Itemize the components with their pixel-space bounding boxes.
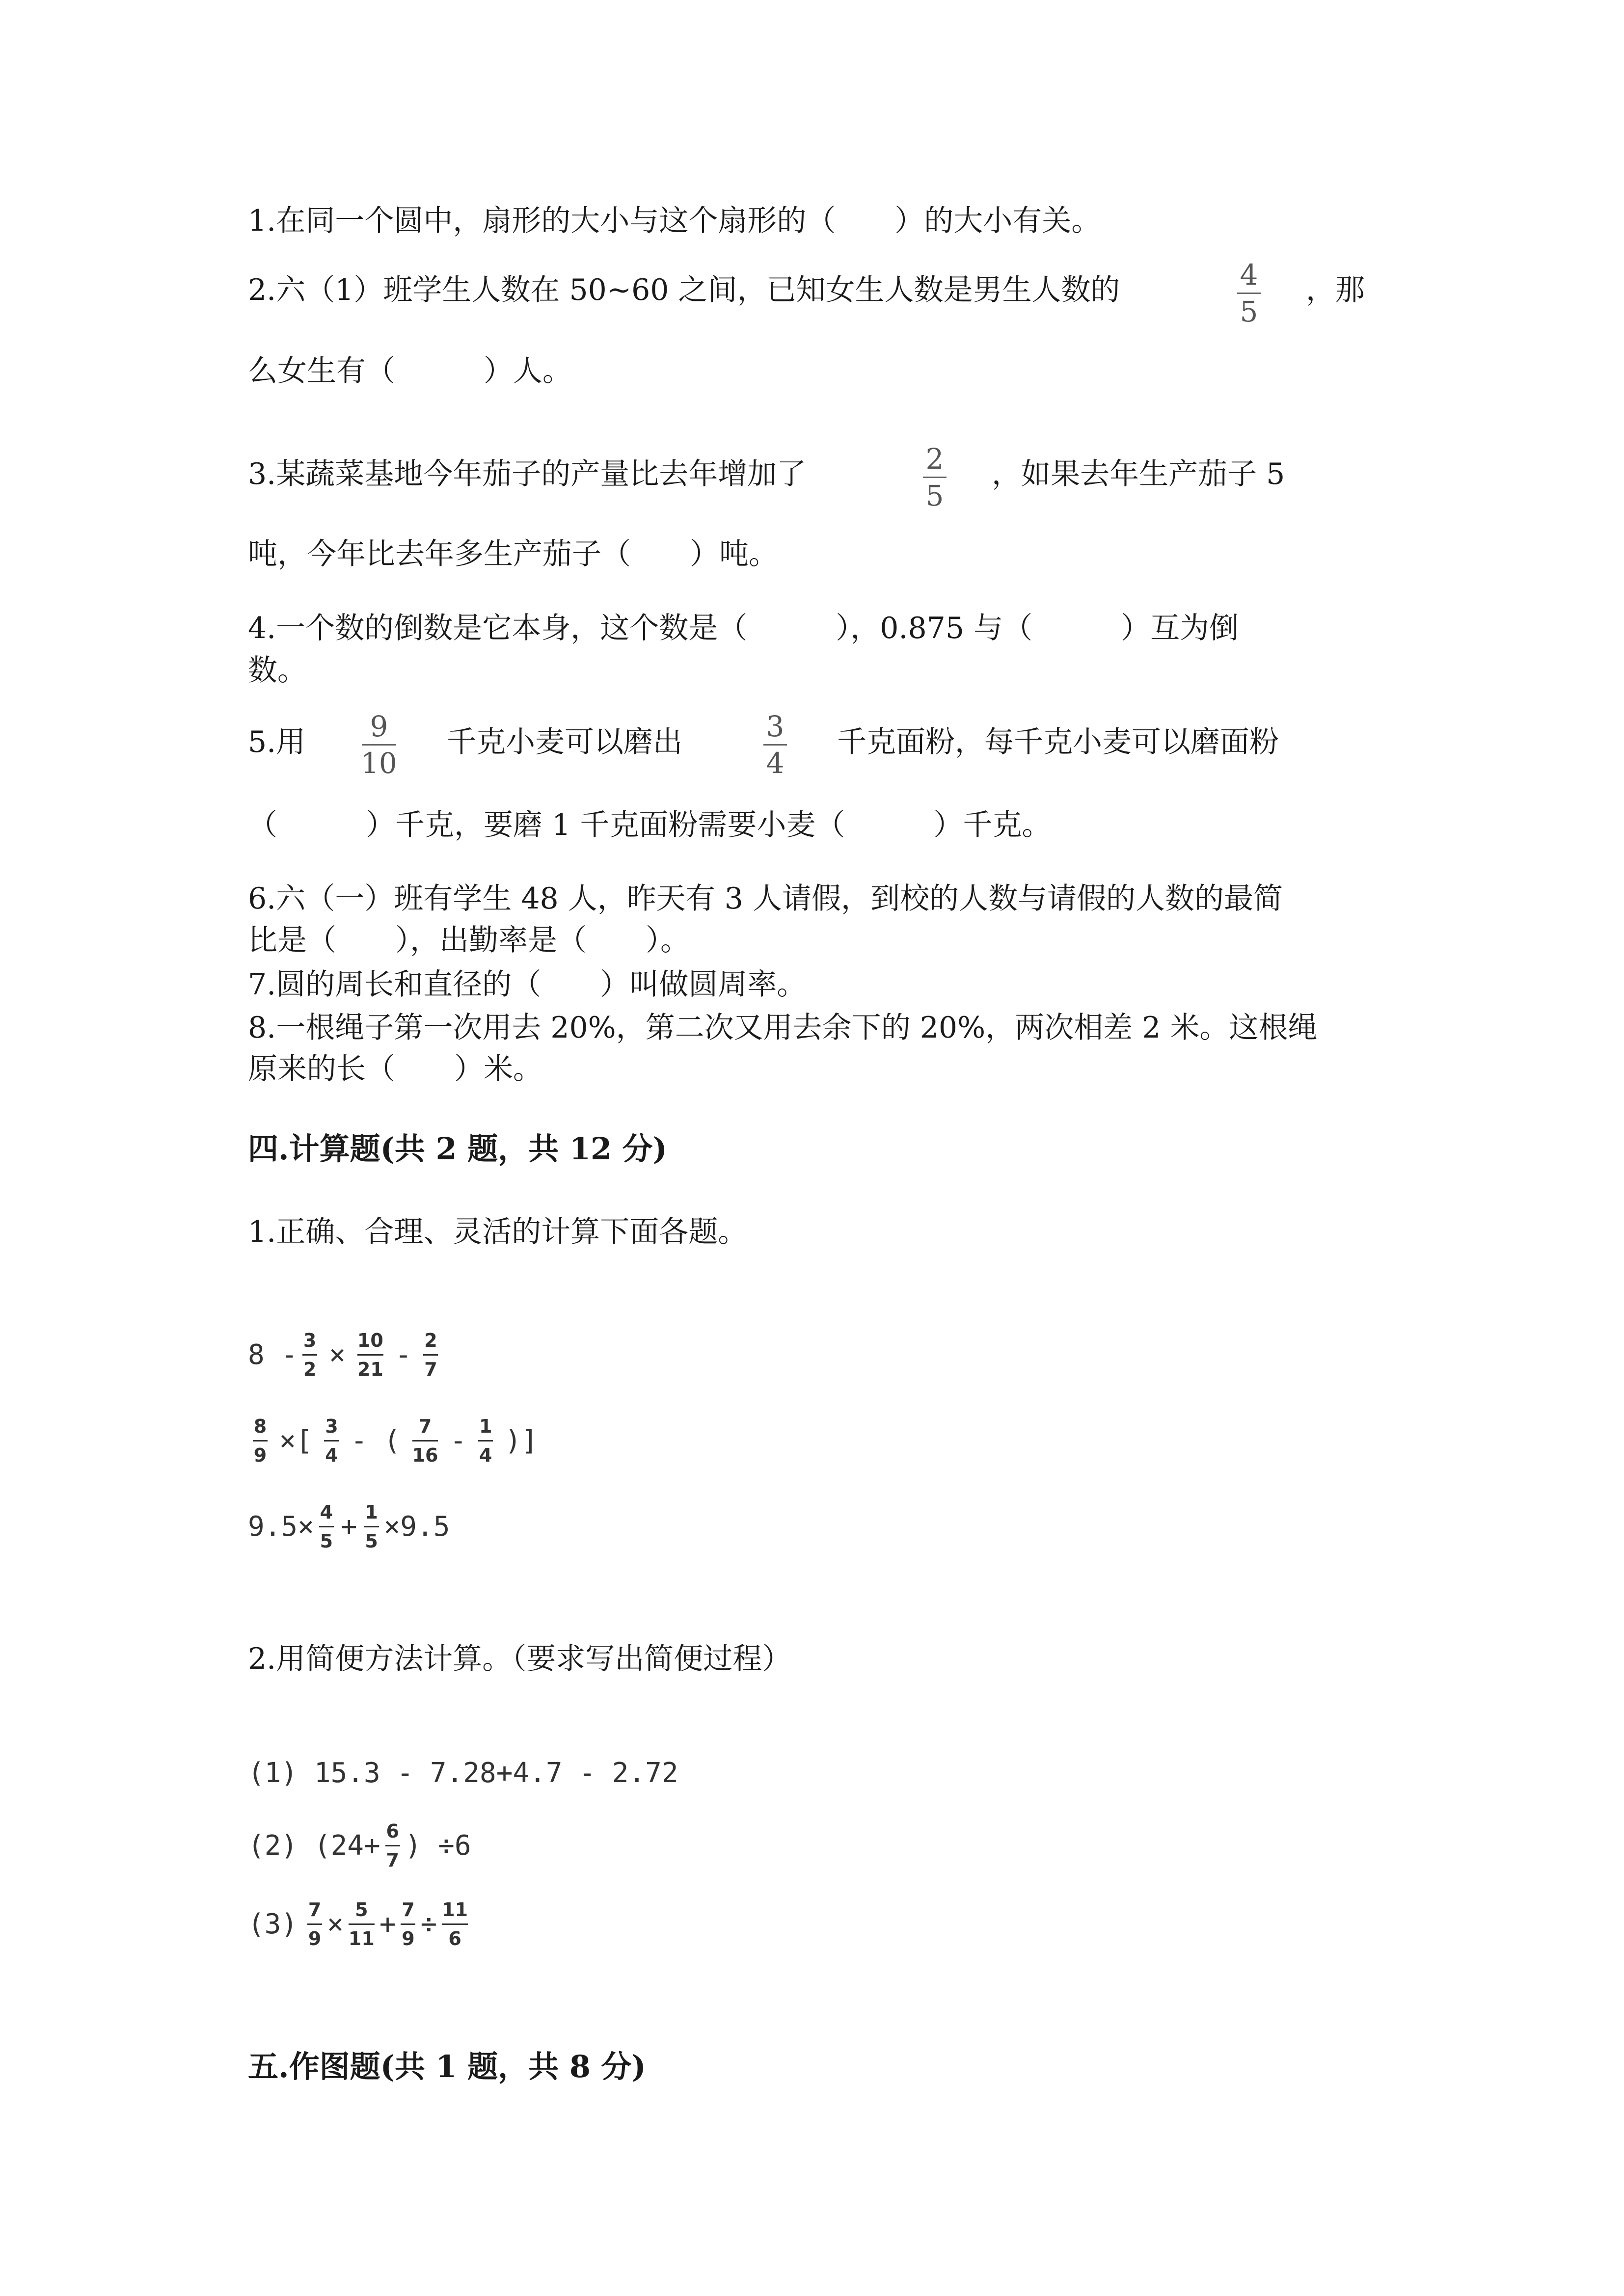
fraction-bar — [442, 1923, 468, 1925]
fraction-denominator: 10 — [361, 747, 397, 780]
question-5-mid: 千克小麦可以磨出 — [447, 725, 682, 759]
question-5-fraction-2 — [763, 712, 787, 778]
fraction-denominator: 9 — [253, 1444, 267, 1466]
expr-fraction — [385, 1820, 400, 1871]
fraction-bar — [302, 1354, 317, 1356]
fraction-bar — [324, 1440, 339, 1442]
fraction-numerator: 4 — [320, 1501, 333, 1523]
expr-fraction — [349, 1899, 375, 1949]
fraction-denominator: 6 — [448, 1927, 461, 1949]
fraction-bar — [763, 744, 787, 746]
expr-lead: 9.5× — [248, 1510, 314, 1543]
fraction-numerator: 1 — [479, 1415, 492, 1437]
section-5-title: 五.作图题(共 1 题，共 8 分) — [248, 2049, 646, 2084]
expr-operator: )] — [505, 1424, 538, 1457]
fraction-bar — [412, 1440, 438, 1442]
fraction-bar — [401, 1923, 415, 1925]
fraction-denominator: 4 — [766, 747, 785, 780]
section-4-problem-1-title: 1.正确、合理、灵活的计算下面各题。 — [248, 1215, 748, 1249]
question-3-fraction — [923, 444, 947, 510]
fraction-bar — [385, 1845, 400, 1846]
question-5-fraction-1 — [361, 712, 397, 778]
fraction-numerator: 4 — [1240, 258, 1258, 292]
question-5-line2: （ ）千克，要磨 1 千克面粉需要小麦（ ）千克。 — [248, 808, 1052, 842]
expr-fraction — [401, 1899, 415, 1949]
fraction-numerator: 7 — [418, 1415, 432, 1437]
expr-operator: + — [340, 1510, 357, 1543]
expr-operator: + — [379, 1908, 396, 1940]
calculation-2 — [248, 1816, 471, 1875]
expr-operator: - — [450, 1424, 467, 1457]
expr-fraction — [253, 1415, 268, 1466]
expr-fraction — [357, 1330, 383, 1380]
question-8-line1: 8.一根绳子第一次用去 20%，第二次又用去余下的 20%，两次相差 2 米。这根绳 — [248, 1011, 1318, 1045]
question-5-lead: 5.用 — [248, 725, 306, 759]
fraction-denominator: 4 — [325, 1444, 338, 1466]
fraction-bar — [319, 1526, 334, 1527]
question-3-line1-tail: ，如果去年生产茄子 5 — [992, 457, 1285, 491]
calc-tail: ) ÷6 — [405, 1829, 471, 1862]
expr-operator: - — [395, 1338, 412, 1371]
fraction-numerator: 3 — [303, 1329, 317, 1351]
fraction-denominator: 11 — [348, 1927, 375, 1949]
fraction-denominator: 9 — [402, 1927, 415, 1949]
expr-fraction — [442, 1899, 468, 1949]
fraction-bar — [1237, 293, 1261, 294]
fraction-numerator: 2 — [424, 1329, 437, 1351]
question-4-line2: 数。 — [248, 653, 307, 688]
fraction-denominator: 16 — [412, 1444, 438, 1466]
expr-fraction — [307, 1899, 322, 1949]
expr-fraction — [302, 1330, 317, 1380]
fraction-numerator: 11 — [442, 1898, 468, 1921]
question-4-line1: 4.一个数的倒数是它本身，这个数是（ ），0.875 与（ ）互为倒 — [248, 611, 1239, 645]
fraction-numerator: 3 — [325, 1415, 338, 1437]
fraction-numerator: 8 — [253, 1415, 267, 1437]
fraction-denominator: 5 — [925, 479, 944, 512]
expr-operator: × — [327, 1908, 344, 1940]
fraction-denominator: 7 — [386, 1849, 399, 1871]
fraction-bar — [478, 1440, 493, 1442]
fraction-denominator: 5 — [365, 1530, 378, 1552]
expression-3 — [248, 1497, 450, 1556]
expression-1 — [248, 1325, 443, 1384]
fraction-numerator: 9 — [370, 710, 388, 743]
fraction-bar — [357, 1354, 383, 1356]
fraction-bar — [923, 477, 947, 478]
expr-fraction — [412, 1415, 438, 1466]
expr-operator: × — [329, 1338, 346, 1371]
expr-lead: 8 - — [248, 1338, 298, 1371]
expr-fraction — [324, 1415, 339, 1466]
expr-fraction — [319, 1501, 334, 1552]
expr-operator: ÷ — [420, 1908, 437, 1940]
fraction-numerator: 7 — [308, 1898, 322, 1921]
fraction-numerator: 5 — [355, 1898, 368, 1921]
fraction-denominator: 4 — [479, 1444, 492, 1466]
question-7: 7.圆的周长和直径的（ ）叫做圆周率。 — [248, 967, 807, 1002]
calc-lead: (3) — [248, 1908, 298, 1940]
fraction-denominator: 5 — [320, 1530, 333, 1552]
fraction-bar — [423, 1354, 438, 1356]
question-6-line2: 比是（ ），出勤率是（ ）。 — [248, 923, 690, 958]
calc-lead: (2) (24+ — [248, 1829, 380, 1862]
fraction-denominator: 21 — [357, 1358, 383, 1380]
expr-fraction — [478, 1415, 493, 1466]
question-2-line1: 2.六（1）班学生人数在 50~60 之间，已知女生人数是男生人数的 — [248, 273, 1120, 307]
fraction-denominator: 9 — [308, 1927, 322, 1949]
fraction-numerator: 3 — [766, 710, 785, 743]
fraction-bar — [307, 1923, 322, 1925]
fraction-numerator: 6 — [386, 1820, 399, 1842]
calculation-1 — [248, 1743, 678, 1802]
fraction-bar — [362, 744, 396, 746]
question-3-line2: 吨，今年比去年多生产茄子（ ）吨。 — [248, 537, 778, 571]
fraction-numerator: 7 — [402, 1898, 415, 1921]
question-2-fraction — [1237, 260, 1261, 326]
fraction-bar — [349, 1923, 375, 1925]
fraction-bar — [253, 1440, 268, 1442]
calc-text: (1) 15.3 - 7.28+4.7 - 2.72 — [248, 1757, 678, 1789]
fraction-denominator: 7 — [424, 1358, 437, 1380]
expr-fraction — [423, 1330, 438, 1380]
question-1: 1.在同一个圆中，扇形的大小与这个扇形的（ ）的大小有关。 — [248, 204, 1101, 238]
expr-operator: - ( — [351, 1424, 401, 1457]
question-2-line1-tail: ，那 — [1306, 273, 1365, 307]
question-3-line1: 3.某蔬菜基地今年茄子的产量比去年增加了 — [248, 457, 807, 491]
expr-operator: ×[ — [279, 1424, 313, 1457]
question-5-tail: 千克面粉，每千克小麦可以磨面粉 — [837, 725, 1279, 759]
section-4-problem-2-title: 2.用简便方法计算。（要求写出简便过程） — [248, 1642, 792, 1676]
question-8-line2: 原来的长（ ）米。 — [248, 1052, 542, 1086]
expression-2 — [248, 1411, 545, 1470]
question-6-line1: 6.六（一）班有学生 48 人，昨天有 3 人请假，到校的人数与请假的人数的最简 — [248, 881, 1283, 916]
question-2-line2: 么女生有（ ）人。 — [248, 354, 572, 388]
expr-fraction — [364, 1501, 379, 1552]
expr-tail: ×9.5 — [383, 1510, 450, 1543]
section-4-title: 四.计算题(共 2 题，共 12 分) — [248, 1131, 668, 1167]
fraction-numerator: 1 — [365, 1501, 378, 1523]
fraction-denominator: 5 — [1240, 295, 1258, 328]
calculation-3 — [248, 1895, 473, 1953]
fraction-bar — [364, 1526, 379, 1527]
fraction-numerator: 2 — [925, 442, 944, 476]
fraction-numerator: 10 — [357, 1329, 383, 1351]
fraction-denominator: 2 — [303, 1358, 317, 1380]
